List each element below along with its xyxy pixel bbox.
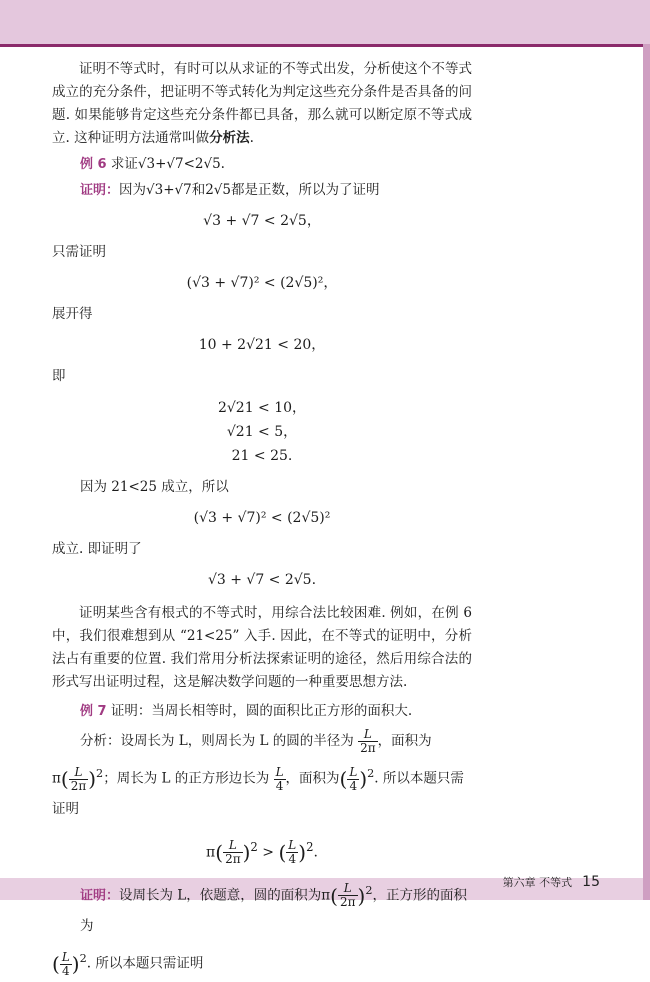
frac-den: 2π xyxy=(225,852,241,867)
fraction-L-over-4-c xyxy=(286,839,298,866)
frac-num: L xyxy=(61,949,70,964)
left-paren: ( xyxy=(52,952,60,977)
intro-paragraph xyxy=(52,58,472,150)
left-paren: ( xyxy=(60,767,69,791)
frac-num: L xyxy=(349,764,358,779)
right-paren: ) xyxy=(357,883,366,908)
example7-analysis xyxy=(52,726,472,756)
expand-text: 展开得 xyxy=(52,306,93,322)
chapter-title: 第六章 不等式 xyxy=(502,876,573,889)
analysis-text-3: ；周长为 L 的正方形边长为 xyxy=(103,770,270,787)
frac-den: 2π xyxy=(360,741,376,755)
frac-den: 2π xyxy=(339,895,356,910)
equation-3: 10 + 2√21 < 20， xyxy=(198,337,326,353)
pi-symbol: π xyxy=(321,887,331,904)
analysis-text-1: 设周长为 L，则周长为 L 的圆的半径为 xyxy=(120,733,354,749)
example6-statement xyxy=(52,153,472,176)
proof-intro-text: 因为√3+√7和2√5都是正数，所以为了证明 xyxy=(119,182,380,198)
page-footer xyxy=(503,874,600,890)
analysis-label: 分析： xyxy=(80,733,121,749)
square-sup: 2 xyxy=(365,883,373,897)
frac-den: 4 xyxy=(275,778,284,793)
pi-symbol: π xyxy=(52,770,61,787)
proof-text-1: 设周长为 L，依题意，圆的面积为 xyxy=(119,887,322,904)
ji-text: 即 xyxy=(52,368,66,384)
example6-label: 例 6 xyxy=(80,157,107,172)
right-paren: ) xyxy=(71,952,80,977)
greater-than: > xyxy=(262,844,275,861)
example7-proof xyxy=(52,876,472,942)
because-text: 因为 21<25 成立，所以 xyxy=(80,479,229,495)
right-paren: ) xyxy=(88,767,97,791)
frac-num: L xyxy=(275,764,284,779)
square-sup: 2 xyxy=(306,840,314,854)
square-sup: 2 xyxy=(96,767,104,780)
page-content xyxy=(52,48,472,982)
fraction-L-over-4-b xyxy=(347,766,359,793)
analysis-text-4: ，面积为 xyxy=(285,770,340,787)
proof-label-7: 证明： xyxy=(80,888,120,904)
square-sup: 2 xyxy=(367,767,375,780)
left-paren: ( xyxy=(215,840,224,865)
frac-num: L xyxy=(223,839,243,853)
example7-text: 证明：当周长相等时，圆的面积比正方形的面积大. xyxy=(110,703,413,719)
equation-5: (√3 + √7)² < (2√5)² xyxy=(193,510,331,526)
intro-text: 证明不等式时，有时可以从求证的不等式出发，分析使这个不等式成立的充分条件，把证明不等式转化为判定这些充分条件是否具备的问题. 如果能够肯定这些充分条件都已具备，那么就可以断定原不等式成立. 这种证明方法通常叫做 xyxy=(52,61,472,146)
pi-symbol: π xyxy=(206,844,216,861)
fraction-L-over-2pi-d xyxy=(338,882,358,909)
example7-statement xyxy=(52,700,472,723)
proof-label: 证明： xyxy=(80,183,120,198)
top-divider-rule xyxy=(0,44,650,47)
fraction-L-over-2pi xyxy=(358,728,378,755)
fraction-L-over-4-d xyxy=(60,951,72,978)
example7-proof-cont xyxy=(52,944,472,979)
frac-num: L xyxy=(69,766,89,780)
fraction-L-over-4 xyxy=(274,766,286,793)
frac-den: 4 xyxy=(61,963,70,978)
frac-num: L xyxy=(288,838,297,853)
left-paren: ( xyxy=(278,840,287,865)
right-margin-strip xyxy=(643,44,650,900)
frac-den: 2π xyxy=(70,778,87,793)
right-paren: ) xyxy=(242,840,251,865)
equation-4c: 21 < 25. xyxy=(231,448,293,464)
proof-text-3: . 所以本题只需证明 xyxy=(86,955,204,972)
square-sup: 2 xyxy=(79,952,87,966)
intro-period: . xyxy=(249,130,254,146)
page-number: 15 xyxy=(582,874,600,890)
term-analysis-method: 分析法 xyxy=(209,130,250,146)
frac-num: L xyxy=(358,728,378,742)
analysis-text-2: ，面积为 xyxy=(377,733,432,749)
proof-text-2: ，正方形的面积为 xyxy=(80,887,467,935)
left-paren: ( xyxy=(339,767,348,791)
fraction-L-over-2pi-c xyxy=(223,839,243,866)
equation-4-group xyxy=(52,396,472,468)
equation-4b: √21 < 5， xyxy=(226,424,298,440)
remark-paragraph: 证明某些含有根式的不等式时，用综合法比较困难. 例如，在例 6 中，我们很难想到从 “21<25” 入手. 因此，在不等式的证明中，分析法占有重要的位置. 我们常用分析法探索证明的途径，然后用综合法的形式写出证明过程，这是解决数学问题的一种重要思想方法. xyxy=(52,605,472,690)
top-header-band xyxy=(0,0,650,44)
fraction-L-over-2pi-b xyxy=(69,766,89,793)
holds-text: 成立. 即证明了 xyxy=(52,541,142,557)
right-paren: ) xyxy=(298,840,307,865)
equation-7: π( $\frac{L}{2\pi}$ )$^2$ > ( $\frac{L}{4}$ )$^2$. xyxy=(206,838,318,867)
equation-6: √3 + √7 < 2√5. xyxy=(207,572,317,588)
frac-den: 4 xyxy=(288,852,297,867)
equation-2: (√3 + √7)² < (2√5)²， xyxy=(186,275,338,291)
analysis-text-5: 所以本题只需证明 xyxy=(52,770,464,817)
frac-num: L xyxy=(338,882,358,896)
equation-4a: 2√21 < 10， xyxy=(217,400,307,416)
left-paren: ( xyxy=(330,883,338,908)
example6-proof-intro xyxy=(52,179,472,202)
frac-den: 4 xyxy=(349,778,358,793)
equation-1: √3 + √7 < 2√5， xyxy=(203,213,321,229)
example7-label: 例 7 xyxy=(80,704,107,719)
example6-text: 求证√3+√7<2√5. xyxy=(110,156,225,172)
square-sup: 2 xyxy=(250,840,258,854)
right-paren: ) xyxy=(359,767,368,791)
example7-analysis-cont: π( $\frac{L}{2\pi}$ )$^2$；周长为 L 的正方形边长为 $\frac{L}{4}$ ，面积为( $\frac{L}{4}$ )$^2$. 所以本题只需证明 xyxy=(52,764,464,817)
need-to-prove: 只需证明 xyxy=(52,244,106,260)
